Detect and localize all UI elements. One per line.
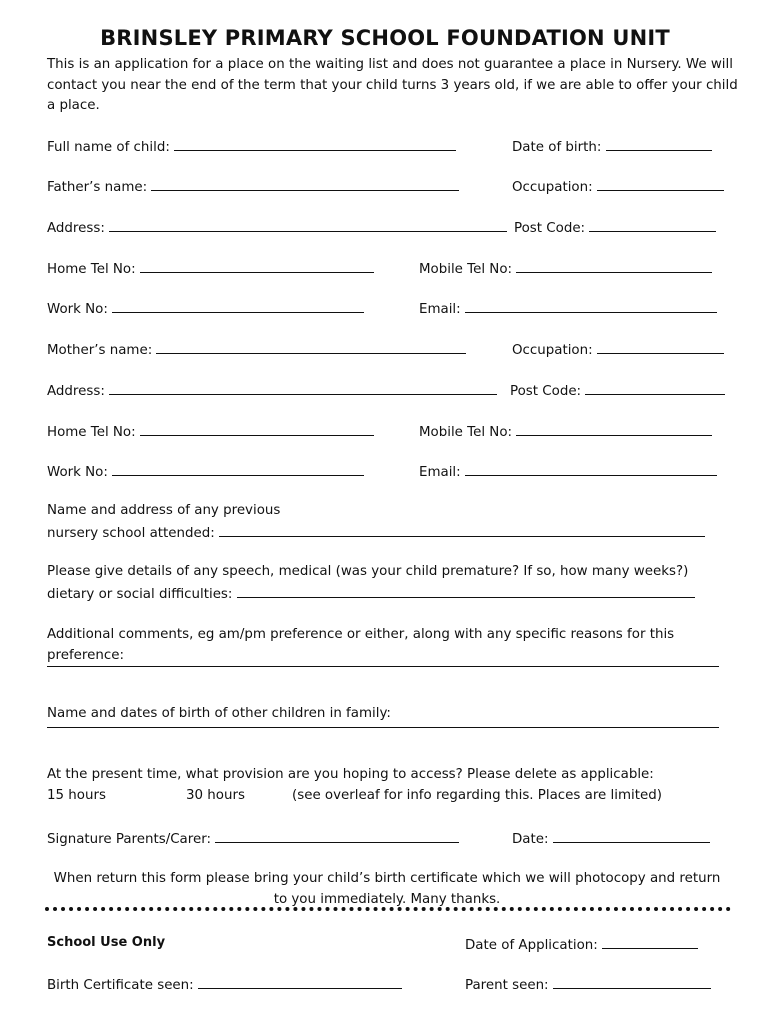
parent-seen-label: Parent seen: bbox=[465, 978, 549, 993]
return-note: When return this form please bring your child’s birth certificate which we will photocopy and return to you immediately. Many thanks. bbox=[53, 871, 721, 907]
father-postcode-field[interactable] bbox=[589, 218, 716, 232]
father-email-field[interactable] bbox=[465, 299, 717, 313]
school-use-heading: School Use Only bbox=[47, 935, 166, 950]
medical-field[interactable] bbox=[237, 584, 695, 598]
father-email-label: Email: bbox=[419, 302, 461, 317]
provision-note: (see overleaf for info regarding this. Places are limited) bbox=[292, 788, 662, 803]
child-name-label: Full name of child: bbox=[47, 140, 170, 155]
mother-name-row bbox=[47, 340, 466, 358]
father-address-row bbox=[47, 218, 507, 236]
father-home-tel-label: Home Tel No: bbox=[47, 262, 136, 277]
father-email-row bbox=[419, 299, 717, 317]
father-name-row bbox=[47, 177, 459, 195]
mother-home-tel-row bbox=[47, 422, 374, 440]
mother-occupation-field[interactable] bbox=[597, 340, 724, 354]
mother-mobile-tel-field[interactable] bbox=[516, 422, 712, 436]
father-occupation-field[interactable] bbox=[597, 177, 724, 191]
signature-date-field[interactable] bbox=[553, 829, 710, 843]
father-mobile-tel-label: Mobile Tel No: bbox=[419, 262, 513, 277]
signature-field[interactable] bbox=[215, 829, 459, 843]
mother-occupation-label: Occupation: bbox=[512, 343, 593, 358]
father-name-field[interactable] bbox=[151, 177, 459, 191]
date-application-row bbox=[465, 935, 698, 953]
signature-date-row bbox=[512, 829, 710, 847]
birth-cert-label: Birth Certificate seen: bbox=[47, 978, 194, 993]
father-address-label: Address: bbox=[47, 221, 105, 236]
father-occupation-label: Occupation: bbox=[512, 180, 593, 195]
nursery-row bbox=[47, 523, 705, 541]
siblings-field[interactable] bbox=[47, 727, 719, 728]
nursery-label: nursery school attended: bbox=[47, 526, 215, 541]
provision-option-15[interactable]: 15 hours bbox=[47, 788, 106, 803]
signature-label: Signature Parents/Carer: bbox=[47, 832, 211, 847]
intro-text: This is an application for a place on the waiting list and does not guarantee a place in Nursery. We will contact you near the end of the term that your child turns 3 years old, if we are able to offer your child a place. bbox=[47, 57, 738, 113]
child-dob-row bbox=[512, 137, 712, 155]
father-postcode-row bbox=[514, 218, 716, 236]
mother-name-label: Mother’s name: bbox=[47, 343, 153, 358]
father-name-label: Father’s name: bbox=[47, 180, 148, 195]
mother-address-field[interactable] bbox=[109, 381, 497, 395]
date-application-field[interactable] bbox=[602, 935, 698, 949]
mother-work-field[interactable] bbox=[112, 462, 364, 476]
mother-home-tel-label: Home Tel No: bbox=[47, 425, 136, 440]
father-mobile-tel-field[interactable] bbox=[516, 259, 712, 273]
dotted-divider bbox=[45, 907, 731, 911]
mother-postcode-row bbox=[510, 381, 725, 399]
father-work-row bbox=[47, 299, 364, 317]
child-name-row bbox=[47, 137, 456, 155]
comments-field[interactable] bbox=[47, 666, 719, 667]
mother-mobile-tel-label: Mobile Tel No: bbox=[419, 425, 513, 440]
mother-postcode-field[interactable] bbox=[585, 381, 725, 395]
mother-name-field[interactable] bbox=[156, 340, 466, 354]
birth-cert-row bbox=[47, 975, 402, 993]
mother-email-row bbox=[419, 462, 717, 480]
child-name-field[interactable] bbox=[174, 137, 456, 151]
child-dob-label: Date of birth: bbox=[512, 140, 602, 155]
parent-seen-row bbox=[465, 975, 711, 993]
father-home-tel-field[interactable] bbox=[140, 259, 374, 273]
provision-question: At the present time, what provision are you hoping to access? Please delete as applicable: bbox=[47, 767, 654, 782]
siblings-label: Name and dates of birth of other children in family: bbox=[47, 706, 391, 721]
medical-row bbox=[47, 584, 695, 602]
mother-work-label: Work No: bbox=[47, 465, 108, 480]
mother-address-label: Address: bbox=[47, 384, 105, 399]
comments-text: Additional comments, eg am/pm preference or either, along with any specific reasons for this preference: bbox=[47, 627, 675, 663]
mother-home-tel-field[interactable] bbox=[140, 422, 374, 436]
nursery-field[interactable] bbox=[219, 523, 705, 537]
mother-occupation-row bbox=[512, 340, 724, 358]
page-title: BRINSLEY PRIMARY SCHOOL FOUNDATION UNIT bbox=[100, 26, 670, 50]
child-dob-field[interactable] bbox=[606, 137, 712, 151]
signature-row bbox=[47, 829, 459, 847]
parent-seen-field[interactable] bbox=[553, 975, 711, 989]
nursery-heading: Name and address of any previous bbox=[47, 503, 281, 518]
medical-heading: Please give details of any speech, medical (was your child premature? If so, how many weeks?) bbox=[47, 564, 689, 579]
father-postcode-label: Post Code: bbox=[514, 221, 586, 236]
mother-mobile-tel-row bbox=[419, 422, 712, 440]
father-work-field[interactable] bbox=[112, 299, 364, 313]
father-home-tel-row bbox=[47, 259, 374, 277]
mother-address-row bbox=[47, 381, 497, 399]
provision-option-30[interactable]: 30 hours bbox=[186, 788, 245, 803]
father-address-field[interactable] bbox=[109, 218, 507, 232]
mother-email-label: Email: bbox=[419, 465, 461, 480]
signature-date-label: Date: bbox=[512, 832, 549, 847]
father-occupation-row bbox=[512, 177, 724, 195]
father-mobile-tel-row bbox=[419, 259, 712, 277]
medical-label: dietary or social difficulties: bbox=[47, 587, 233, 602]
father-work-label: Work No: bbox=[47, 302, 108, 317]
date-application-label: Date of Application: bbox=[465, 938, 598, 953]
mother-email-field[interactable] bbox=[465, 462, 717, 476]
birth-cert-field[interactable] bbox=[198, 975, 402, 989]
mother-postcode-label: Post Code: bbox=[510, 384, 582, 399]
mother-work-row bbox=[47, 462, 364, 480]
